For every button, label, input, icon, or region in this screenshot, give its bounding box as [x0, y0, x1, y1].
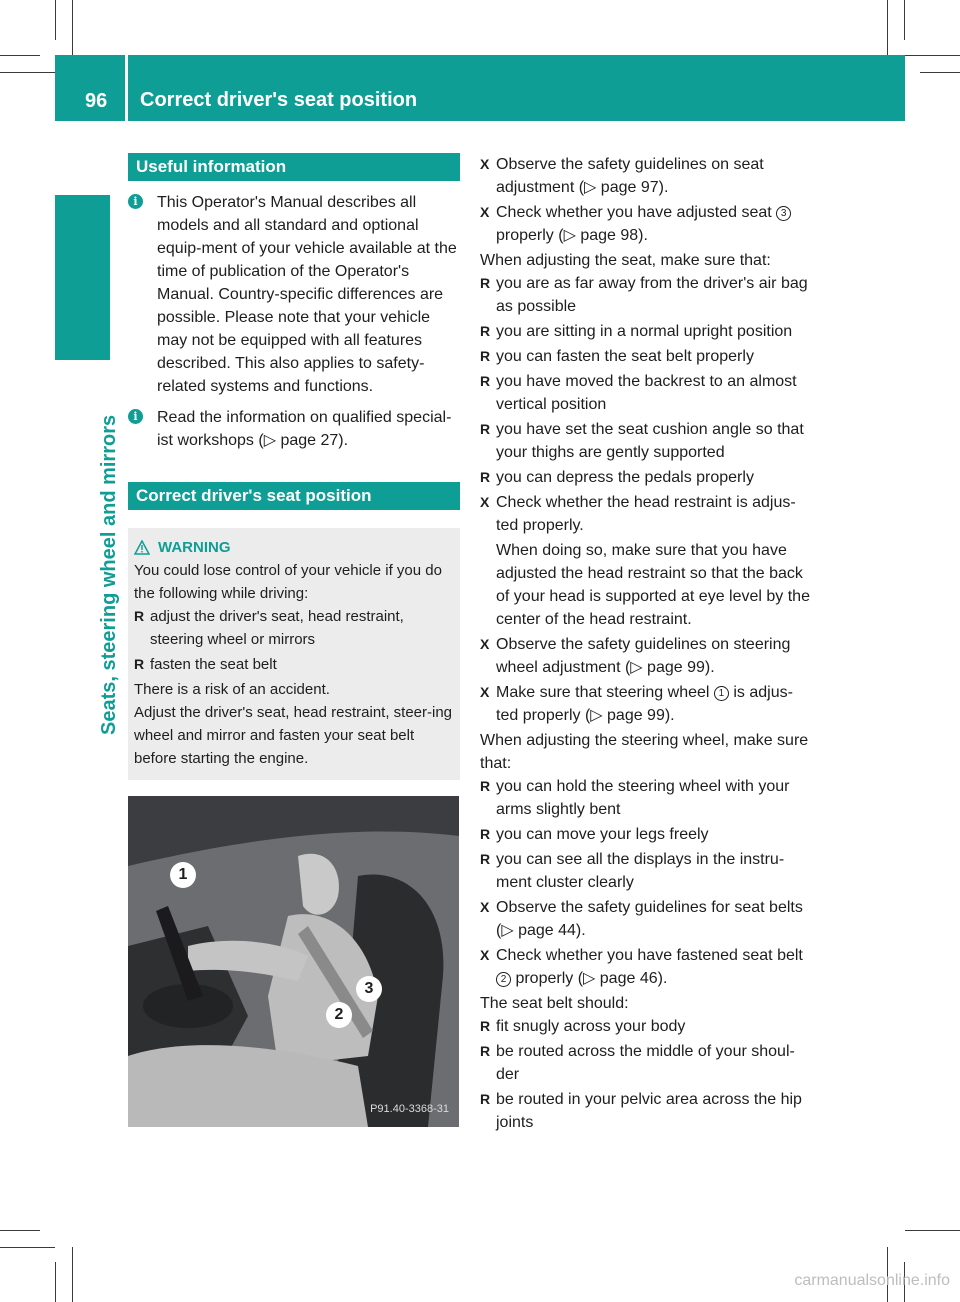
list-item-text: be routed across the middle of your shoul-der: [496, 1043, 795, 1083]
seat-intro: When adjusting the seat, make sure that:: [480, 252, 771, 269]
crop-mark: [905, 1230, 960, 1231]
step-arrow-icon: X: [480, 156, 490, 172]
step-text: is adjus-ted properly (▷ page 99).: [496, 684, 793, 724]
warning-triangle-icon: [134, 540, 150, 555]
right-column: [480, 153, 814, 1136]
step-text: Make sure that steering wheel: [496, 684, 710, 701]
crop-mark: [887, 0, 888, 55]
page-title: Correct driver's seat position: [140, 89, 418, 111]
useful-info-heading: Useful information: [128, 153, 460, 181]
step-text: Check whether you have fastened seat belt: [496, 947, 803, 964]
chapter-label: Seats, steering wheel and mirrors: [98, 414, 120, 735]
callout-number: 2: [496, 972, 511, 987]
side-tab: [55, 195, 110, 360]
crop-mark: [72, 0, 73, 55]
callout-number: 1: [714, 686, 729, 701]
list-item-text: you are as far away from the driver's air bag as possible: [496, 275, 808, 315]
step-text: properly (▷ page 98).: [496, 227, 648, 244]
list-item-text: you can see all the displays in the instru-ment cluster clearly: [496, 851, 785, 891]
bullet-r-icon: R: [480, 373, 491, 389]
step-item: [480, 491, 814, 537]
list-item-text: be routed in your pelvic area across the hip joints: [496, 1091, 802, 1131]
callout-2: 2: [326, 1002, 352, 1028]
bullet-r-icon: R: [134, 608, 145, 624]
left-column: [128, 153, 460, 1127]
bullet-r-icon: R: [480, 421, 491, 437]
illustration-code: P91.40-3368-31: [370, 1103, 449, 1115]
list-item: [480, 320, 814, 343]
list-item-text: you are sitting in a normal upright position: [496, 323, 793, 340]
step-text: Observe the safety guidelines for seat belts (▷ page 44).: [496, 899, 803, 939]
step-item: [480, 633, 814, 679]
bullet-r-icon: R: [480, 1043, 491, 1059]
crop-mark: [55, 0, 56, 40]
step-arrow-icon: X: [480, 899, 490, 915]
info-note: [128, 191, 460, 398]
bullet-r-icon: R: [480, 348, 491, 364]
belt-intro: The seat belt should:: [480, 995, 629, 1012]
seat-position-illustration: [128, 796, 459, 1127]
info-icon: i: [128, 409, 143, 424]
step-item: [480, 201, 814, 247]
list-item-text: you can hold the steering wheel with your arms slightly bent: [496, 778, 790, 818]
bullet-r-icon: R: [480, 1018, 491, 1034]
list-item: [480, 1040, 814, 1086]
list-item-text: you can move your legs freely: [496, 826, 709, 843]
crop-mark: [0, 1230, 40, 1231]
step-item: [480, 681, 814, 727]
warning-intro: You could lose control of your vehicle if you do the following while driving:: [134, 562, 442, 602]
step-arrow-icon: X: [480, 947, 490, 963]
callout-number: 3: [776, 206, 791, 221]
bullet-r-icon: R: [480, 851, 491, 867]
list-item: [480, 1015, 814, 1038]
list-item: [480, 272, 814, 318]
step-arrow-icon: X: [480, 636, 490, 652]
list-item: [480, 775, 814, 821]
seat-diagram-image: [128, 796, 459, 1127]
info-text: This Operator's Manual describes all models and all standard and optional equip-ment of your vehicle available at the time of publication of the Operator's Manual. Country-specific differences are possible. Please note that your vehicle may not be equipped with all features described. This also applies to safety-related systems and functions.: [157, 194, 457, 395]
warning-label: WARNING: [158, 539, 231, 556]
callout-1: 1: [170, 862, 196, 888]
bullet-r-icon: R: [480, 778, 491, 794]
step-text: Check whether you have adjusted seat: [496, 204, 772, 221]
step-text: properly (▷ page 46).: [515, 970, 668, 987]
list-item: [480, 1088, 814, 1134]
warning-box: [128, 528, 460, 780]
step-item: [480, 153, 814, 199]
list-item: [480, 345, 814, 368]
bullet-r-icon: R: [134, 656, 145, 672]
list-item-text: you can fasten the seat belt properly: [496, 348, 754, 365]
warning-title: [134, 536, 454, 559]
step-text: Observe the safety guidelines on steering wheel adjustment (▷ page 99).: [496, 636, 791, 676]
list-item: [480, 848, 814, 894]
warning-action: Adjust the driver's seat, head restraint, steer-ing wheel and mirror and fasten your seat belt before starting the engine.: [134, 704, 453, 767]
warning-risk: There is a risk of an accident.: [134, 681, 330, 698]
bullet-r-icon: R: [480, 469, 491, 485]
section-heading: Correct driver's seat position: [128, 482, 460, 510]
crop-mark: [0, 55, 40, 56]
list-item-text: you have moved the backrest to an almost vertical position: [496, 373, 797, 413]
list-item-text: you can depress the pedals properly: [496, 469, 754, 486]
crop-mark: [0, 72, 55, 73]
step-text: Observe the safety guidelines on seat adjustment (▷ page 97).: [496, 156, 764, 196]
header-divider: [125, 55, 128, 121]
list-item: [480, 418, 814, 464]
crop-mark: [904, 0, 905, 40]
step-arrow-icon: X: [480, 684, 490, 700]
info-icon: i: [128, 194, 143, 209]
step-item: [480, 896, 814, 942]
page-number: 96: [85, 90, 108, 112]
step-item: [480, 944, 814, 990]
crop-mark: [0, 1247, 55, 1248]
step-arrow-icon: X: [480, 204, 490, 220]
step-note: When doing so, make sure that you have adjusted the head restraint so that the back of your head is supported at eye level by the center of the head restraint.: [496, 542, 810, 628]
bullet-r-icon: R: [480, 826, 491, 842]
step-arrow-icon: X: [480, 494, 490, 510]
wheel-intro: When adjusting the steering wheel, make sure that:: [480, 732, 809, 772]
list-item-text: fit snugly across your body: [496, 1018, 686, 1035]
list-item: [134, 653, 454, 676]
info-note: [128, 406, 460, 452]
list-item: [480, 370, 814, 416]
crop-mark: [905, 55, 960, 56]
list-item: [134, 605, 454, 651]
step-text: Check whether the head restraint is adjus-ted properly.: [496, 494, 796, 534]
crop-mark: [920, 72, 960, 73]
list-item: [480, 466, 814, 489]
list-item: [480, 823, 814, 846]
list-item-text: fasten the seat belt: [150, 656, 277, 673]
crop-mark: [55, 1262, 56, 1302]
list-item-text: adjust the driver's seat, head restraint, steering wheel or mirrors: [150, 608, 404, 648]
list-item-text: you have set the seat cushion angle so that your thighs are gently supported: [496, 421, 804, 461]
crop-mark: [72, 1247, 73, 1302]
bullet-r-icon: R: [480, 1091, 491, 1107]
watermark: carmanualsonline.info: [794, 1272, 950, 1289]
callout-3: 3: [356, 976, 382, 1002]
bullet-r-icon: R: [480, 323, 491, 339]
info-text: Read the information on qualified special-ist workshops (▷ page 27).: [157, 409, 452, 449]
bullet-r-icon: R: [480, 275, 491, 291]
